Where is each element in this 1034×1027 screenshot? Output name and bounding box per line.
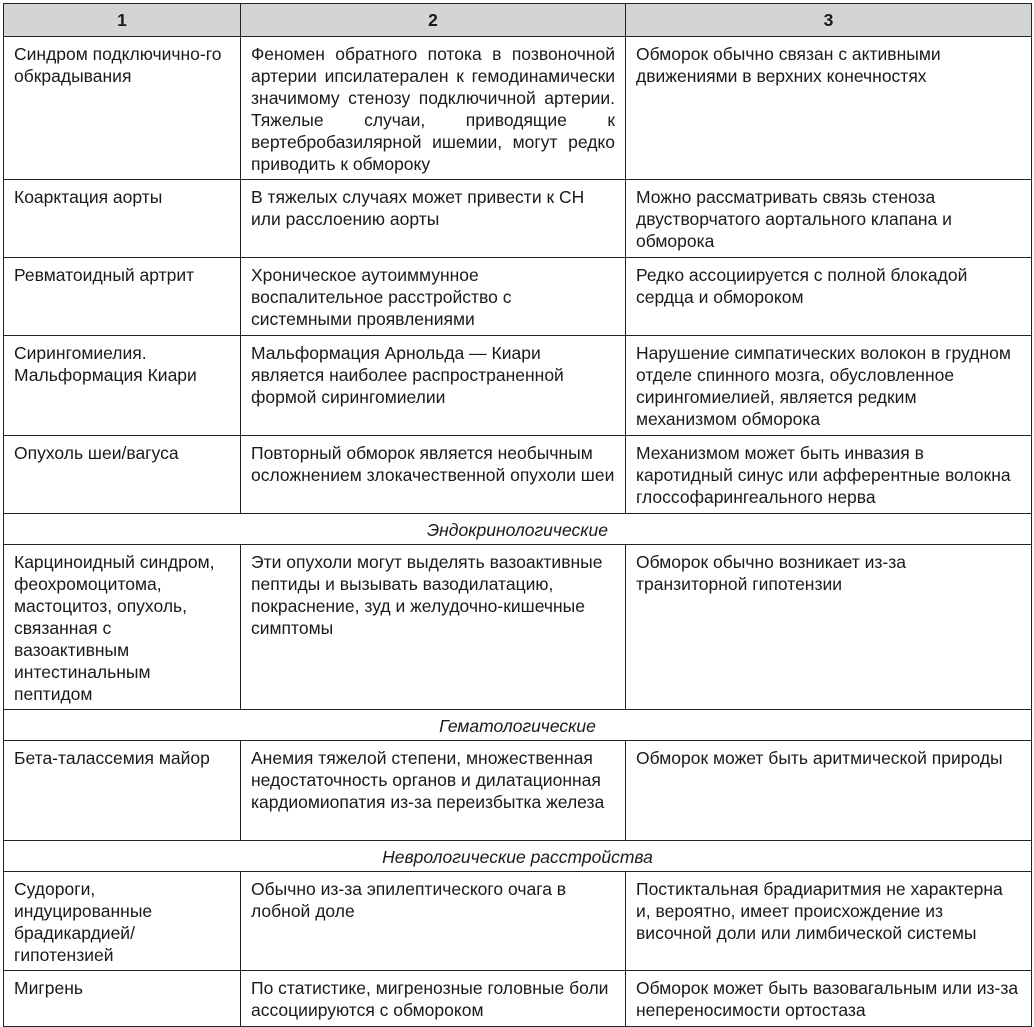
comment-cell: Механизмом может быть инвазия в каротидный синус или афферентные волокна глоссофарингеального нерва <box>626 436 1032 514</box>
description-cell: Анемия тяжелой степени, множественная недостаточность органов и дилатационная кардиомиопатия из-за переизбытка железа <box>241 741 626 841</box>
condition-cell: Судороги, индуцированные брадикардией/гипотензией <box>4 872 241 971</box>
column-header-2: 2 <box>241 4 626 37</box>
description-cell: Эти опухоли могут выделять вазоактивные пептиды и вызывать вазодилатацию, покраснение, зуд и желудочно-кишечные симптомы <box>241 545 626 710</box>
column-header-3: 3 <box>626 4 1032 37</box>
condition-cell: Карциноидный синдром, феохромоцитома, мастоцитоз, опухоль, связанная с вазоактивным интестинальным пептидом <box>4 545 241 710</box>
condition-cell: Опухоль шеи/вагуса <box>4 436 241 514</box>
section-title-hematology: Гематологические <box>4 710 1032 741</box>
table-row <box>4 741 1032 841</box>
description-cell: В тяжелых случаях может привести к СН или расслоению аорты <box>241 180 626 258</box>
comment-cell: Обморок обычно связан с активными движениями в верхних конечностях <box>626 37 1032 180</box>
condition-cell: Бета-талассемия майор <box>4 741 241 841</box>
table-row <box>4 971 1032 1027</box>
comment-cell: Редко ассоциируется с полной блокадой сердца и обмороком <box>626 258 1032 336</box>
comment-cell: Обморок обычно возникает из-за транзиторной гипотензии <box>626 545 1032 710</box>
section-row <box>4 514 1032 545</box>
condition-cell: Сирингомиелия. Мальформация Киари <box>4 336 241 436</box>
comment-cell: Нарушение симпатических волокон в грудном отделе спинного мозга, обусловленное сирингомиелией, является редким механизмом обморока <box>626 336 1032 436</box>
table-row <box>4 336 1032 436</box>
condition-cell: Коарктация аорты <box>4 180 241 258</box>
comment-cell: Можно рассматривать связь стеноза двустворчатого аортального клапана и обморока <box>626 180 1032 258</box>
section-row <box>4 710 1032 741</box>
table-row <box>4 872 1032 971</box>
section-title-endocrine: Эндокринологические <box>4 514 1032 545</box>
table-row <box>4 37 1032 180</box>
description-cell: Обычно из-за эпилептического очага в лобной доле <box>241 872 626 971</box>
description-cell: По статистике, мигренозные головные боли ассоциируются с обмороком <box>241 971 626 1027</box>
table-row <box>4 545 1032 710</box>
syncope-causes-table <box>3 3 1032 1027</box>
section-row <box>4 841 1032 872</box>
description-cell: Мальформация Арнольда — Киари является наиболее распространенной формой сирингомиелии <box>241 336 626 436</box>
condition-cell: Мигрень <box>4 971 241 1027</box>
condition-cell: Синдром подключично-го обкрадывания <box>4 37 241 180</box>
section-title-neurology: Неврологические расстройства <box>4 841 1032 872</box>
table-row <box>4 436 1032 514</box>
comment-cell: Постиктальная брадиаритмия не характерна и, вероятно, имеет происхождение из височной доли или лимбической системы <box>626 872 1032 971</box>
column-header-1: 1 <box>4 4 241 37</box>
comment-cell: Обморок может быть вазовагальным или из-за непереносимости ортостаза <box>626 971 1032 1027</box>
table-row <box>4 180 1032 258</box>
condition-cell: Ревматоидный артрит <box>4 258 241 336</box>
table-row <box>4 258 1032 336</box>
description-cell: Феномен обратного потока в позвоночной артерии ипсилатерален к гемодинамически значимому стенозу подключичной артерии. Тяжелые случаи, приводящие к вертебробазилярной ишемии, могут редко приводить к обмороку <box>241 37 626 180</box>
description-cell: Повторный обморок является необычным осложнением злокачественной опухоли шеи <box>241 436 626 514</box>
description-cell: Хроническое аутоиммунное воспалительное расстройство с системными проявлениями <box>241 258 626 336</box>
comment-cell: Обморок может быть аритмической природы <box>626 741 1032 841</box>
header-row <box>4 4 1032 37</box>
